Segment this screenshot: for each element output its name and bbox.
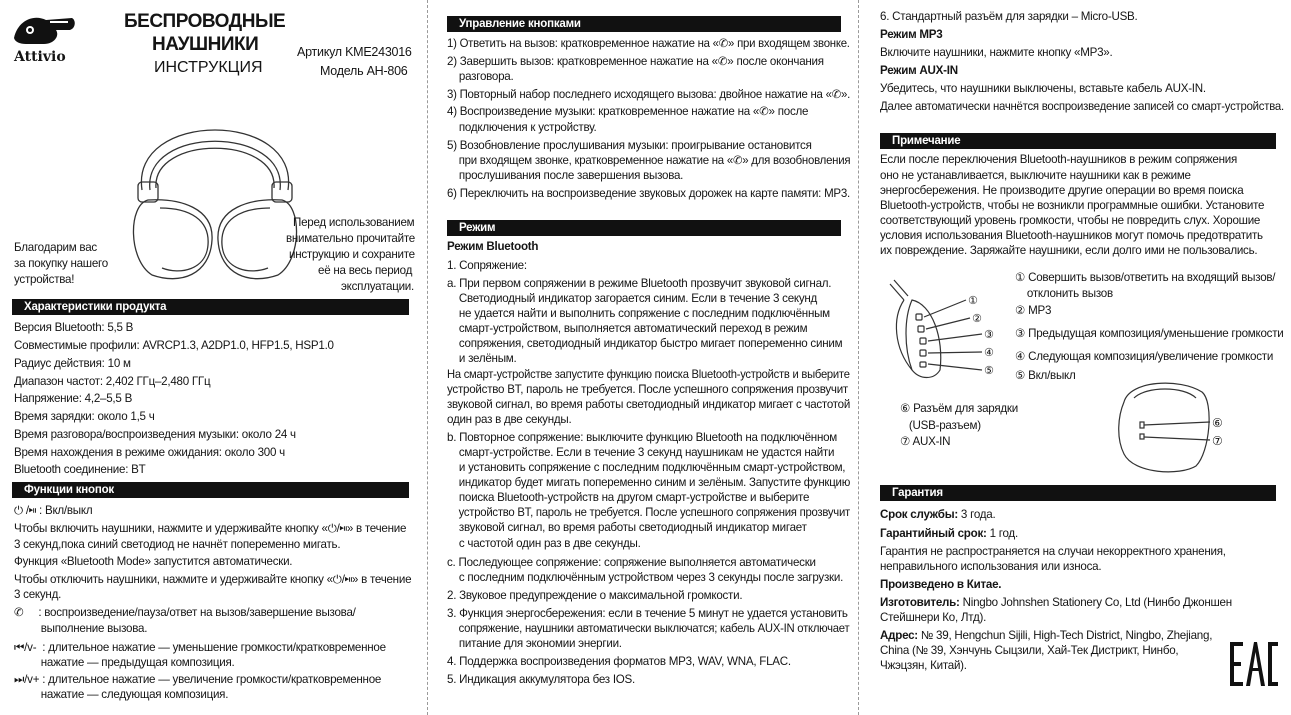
button-label: ③ Предыдущая композиция/уменьшение громкости [1015, 327, 1284, 340]
mp3-text: Включите наушники, нажмите кнопку «MP3». [880, 46, 1113, 59]
button-label: ① Совершить вызов/ответить на входящий вызов/ [1015, 271, 1276, 284]
headphones-illustration [120, 90, 310, 290]
spec-item: Радиус действия: 10 м [14, 357, 131, 370]
functions-heading-bar [12, 482, 409, 498]
diagram-num-1: ① [968, 294, 978, 307]
mode-line: индикатор будет мигать попеременно синим и зелёным. Запустите функцию [447, 476, 851, 489]
function-line: нажатие — предыдущая композиция. [14, 656, 235, 669]
mode-subheading: Режим Bluetooth [447, 240, 539, 253]
aux-text-2: Далее автоматически начнётся воспроизведение записей со смарт-устройства. [880, 100, 1284, 113]
mp3-heading: Режим MP3 [880, 28, 943, 41]
address-line-3: Чжэцзян, Китай). [880, 659, 967, 672]
column-separator-2 [858, 0, 859, 715]
control-line: 3) Повторный набор последнего исходящего вызова: двойное нажатие на «✆». [447, 88, 851, 101]
control-line: прослушивания после завершения вызова. [447, 169, 684, 182]
article-number: Артикул KME243016 [297, 45, 412, 59]
mode-line: с последним подключённым устройством через 3 секунды после загрузки. [447, 571, 844, 584]
button-label: ② MP3 [1015, 304, 1052, 317]
address-value: № 39, Hengchun Sijili, High-Tech District, Ningbo, Zhejiang, [917, 629, 1213, 642]
address-label: Адрес: [880, 629, 918, 642]
eac-mark-icon [1230, 640, 1278, 688]
mode-line: поиска Bluetooth-устройств на другом смарт-устройстве и выберите [447, 491, 810, 504]
diagram-num-4: ④ [984, 346, 994, 359]
mode-line: и установить сопряжение с последним подключённым смарт-устройством, [447, 461, 846, 474]
warranty-term-value: 1 год. [986, 527, 1018, 540]
warranty-term-label: Гарантийный срок: [880, 527, 987, 540]
buttons-control-heading: Управление кнопками [459, 18, 581, 30]
spec-item: Bluetooth соединение: BT [14, 463, 146, 476]
diagram-num-2: ② [972, 312, 982, 325]
function-line: ⏮/v- : длительное нажатие — уменьшение громкости/кратковременное [14, 641, 386, 654]
thanks-line: Благодарим вас [14, 241, 97, 254]
thanks-line: за покупку нашего [14, 257, 108, 270]
service-life-value: 3 года. [957, 508, 996, 521]
before-use-line: Перед использованием [293, 216, 415, 229]
control-line: при входящем звонке, кратковременное нажатие на «✆» для возобновления [447, 154, 851, 167]
function-line: Чтобы включить наушники, нажмите и удерживайте кнопку «⏻/⏯» в течение [14, 522, 407, 535]
mode-line: 1. Сопряжение: [447, 259, 527, 272]
spec-item: Напряжение: 4,2–5,5 В [14, 392, 133, 405]
mode-line: 3. Функция энергосбережения: если в течение 5 минут не удается установить [447, 607, 848, 620]
buttons-control-heading-bar [447, 16, 841, 32]
diagram-num-5: ⑤ [984, 364, 994, 377]
title-line-2: НАУШНИКИ [152, 34, 259, 55]
control-line: подключения к устройству. [447, 121, 597, 134]
mode-line: питание для экономии энергии. [447, 637, 622, 650]
mode-line: 5. Индикация аккумулятора без IOS. [447, 673, 636, 686]
functions-heading: Функции кнопок [24, 484, 114, 496]
warranty-text-1: Гарантия не распространяется на случаи некорректного хранения, [880, 545, 1226, 558]
mode-heading-bar [447, 220, 841, 236]
mode-line: Светодиодный индикатор загорается синим. Если в течение 3 секунд [447, 292, 818, 305]
function-line: ⏭/v+ : длительное нажатие — увеличение громкости/кратковременное [14, 673, 382, 686]
diagram-num-3: ③ [984, 328, 994, 341]
control-line: 1) Ответить на вызов: кратковременное нажатие на «✆» при входящем звонке. [447, 37, 850, 50]
function-line: Чтобы отключить наушники, нажмите и удерживайте кнопку «⏻/⏯» в течение [14, 573, 412, 586]
maker-value: Ningbo Johnshen Stationery Co, Ltd (Нинбо Джоншен [959, 596, 1232, 609]
warranty-text-2: неправильного использования или износа. [880, 560, 1102, 573]
spec-item: Совместимые профили: AVRCP1.3, A2DP1.0, HFP1.5, HSP1.0 [14, 339, 334, 352]
maker-line-2: Стейшнери Ко, Лтд). [880, 611, 987, 624]
column-separator-1 [427, 0, 428, 715]
mode-line: с частотой один раз в две секунды. [447, 537, 641, 550]
thanks-line: устройства! [14, 273, 75, 286]
warranty-heading-bar [880, 485, 1276, 501]
mode-line: смарт-устройстве. Если в течение 3 секунд наушникам не удастся найти [447, 446, 835, 459]
control-line: 6) Переключить на воспроизведение звуковых дорожек на карте памяти: MP3. [447, 187, 850, 200]
address-line-2: China (№ 39, Хэнчунь Сыцзили, Хай-Тек Дистрикт, Нинбо, [880, 644, 1179, 657]
port-label: ⑥ Разъём для зарядки [900, 402, 1018, 415]
spec-item: Время нахождения в режиме ожидания: около 300 ч [14, 446, 285, 459]
bird-logo-icon [10, 8, 80, 50]
control-line: 5) Возобновление прослушивания музыки: проигрывание остановится [447, 139, 812, 152]
maker-label: Изготовитель: [880, 596, 960, 609]
control-line: 4) Воспроизведение музыки: кратковременное нажатие на «✆» после [447, 105, 809, 118]
mode-line: смарт-устройством, выполняется автоматический переход в режим [447, 322, 808, 335]
before-use-line: инструкцию и сохраните [289, 248, 415, 261]
earcup-ports-diagram [1110, 372, 1245, 482]
mode-line: устройство BT, пароль не требуется. После успешного сопряжения прозвучит [447, 506, 850, 519]
brand-name: Attivio [14, 49, 66, 65]
function-line: 3 секунд,пока синий светодиод не начнёт попеременно мигать. [14, 538, 341, 551]
before-use-line: эксплуатации. [341, 280, 415, 293]
aux-heading: Режим AUX-IN [880, 64, 958, 77]
mode-line: устройство BT, пароль не требуется. После успешного сопряжения прозвучит [447, 383, 848, 396]
spec-item: Время зарядки: около 1,5 ч [14, 410, 155, 423]
usb-line: 6. Стандартный разъём для зарядки – Micro-USB. [880, 10, 1138, 23]
specs-heading-bar [12, 299, 409, 315]
earcup-buttons-diagram [882, 278, 1012, 388]
before-use-line: внимательно прочитайте [286, 232, 415, 245]
note-line: их повреждение. Заряжайте наушники, если долго ими не пользовались. [880, 244, 1258, 257]
note-line: Bluetooth-устройств, чтобы не возникли программные ошибки. Установите [880, 199, 1265, 212]
title-line-1: БЕСПРОВОДНЫЕ [124, 11, 286, 32]
specs-heading: Характеристики продукта [24, 301, 167, 313]
port-label: ⑦ AUX-IN [900, 435, 951, 448]
made-in: Произведено в Китае. [880, 578, 1002, 591]
control-line: 2) Завершить вызов: кратковременное нажатие на «✆» после окончания [447, 55, 824, 68]
mode-line: b. Повторное сопряжение: выключите функцию Bluetooth на подключённом [447, 431, 838, 444]
aux-text-1: Убедитесь, что наушники выключены, вставьте кабель AUX-IN. [880, 82, 1206, 95]
button-label: отклонить вызов [1015, 287, 1113, 300]
diagram-num-6: ⑥ [1212, 416, 1223, 430]
mode-line: 4. Поддержка воспроизведения форматов MP3, WAV, WNA, FLAC. [447, 655, 791, 668]
note-heading: Примечание [892, 135, 961, 147]
diagram-num-7: ⑦ [1212, 434, 1223, 448]
mode-line: один раз в две секунды. [447, 413, 572, 426]
brand-logo [10, 8, 80, 68]
mode-line: не удается найти и выполнить сопряжение с последним подключённым [447, 307, 830, 320]
address-line-1 [880, 628, 1212, 643]
note-line: условия использования Bluetooth-наушников могут помочь предотвратить [880, 229, 1263, 242]
mode-line: сопряжение, наушники автоматически выключатся; кабель AUX-IN отключает [447, 622, 850, 635]
spec-item: Время разговора/воспроизведения музыки: около 24 ч [14, 428, 296, 441]
note-line: энергосбережения. Не производите другие операции во время поиска [880, 184, 1244, 197]
port-label: (USB-разъем) [900, 419, 981, 432]
button-label: ④ Следующая композиция/увеличение громкости [1015, 350, 1274, 363]
service-life [880, 507, 995, 522]
control-line: разговора. [447, 70, 514, 83]
model-number: Модель АН-806 [320, 64, 408, 78]
function-line: Функция «Bluetooth Mode» запустится автоматически. [14, 555, 293, 568]
before-use-line: её на весь период [318, 264, 413, 277]
spec-item: Версия Bluetooth: 5,5 В [14, 321, 134, 334]
function-line: 3 секунд. [14, 588, 62, 601]
maker-line-1 [880, 595, 1232, 610]
function-line: нажатие — следующая композиция. [14, 688, 229, 701]
warranty-heading: Гарантия [892, 487, 943, 499]
mode-line: 2. Звуковое предупреждение о максимальной громкости. [447, 589, 743, 602]
function-line: ✆ : воспроизведение/пауза/ответ на вызов/завершение вызова/ [14, 606, 356, 619]
service-life-label: Срок службы: [880, 508, 958, 521]
spec-item: Диапазон частот: 2,402 ГГц–2,480 ГГц [14, 375, 211, 388]
mode-line: звуковой сигнал, во время работы светодиодный индикатор мигает с частотой [447, 398, 851, 411]
warranty-term [880, 526, 1018, 541]
mode-line: и зелёным. [447, 352, 517, 365]
title-subtitle: ИНСТРУКЦИЯ [154, 59, 263, 76]
mode-line: сопряжения, светодиодный индикатор быстро мигает попеременно синим [447, 337, 843, 350]
note-heading-bar [880, 133, 1276, 149]
function-line: ⏻ /⏯ : Вкл/выкл [14, 504, 93, 517]
note-line: соответствующий уровень громкости, чтобы не повредить слух. Хорошие [880, 214, 1261, 227]
mode-heading: Режим [459, 222, 496, 234]
mode-line: На смарт-устройстве запустите функцию поиска Bluetooth-устройств и выберите [447, 368, 850, 381]
note-line: оно не устанавливается, выключите наушники как в режиме [880, 169, 1191, 182]
mode-line: a. При первом сопряжении в режиме Bluetooth прозвучит звуковой сигнал. [447, 277, 832, 290]
mode-line: c. Последующее сопряжение: сопряжение выполняется автоматически [447, 556, 816, 569]
mode-line: звуковой сигнал, во время работы светодиодный индикатор мигает [447, 521, 807, 534]
button-label: ⑤ Вкл/выкл [1015, 369, 1076, 382]
function-line: выполнение вызова. [14, 622, 148, 635]
note-line: Если после переключения Bluetooth-наушников в режим сопряжения [880, 153, 1237, 166]
